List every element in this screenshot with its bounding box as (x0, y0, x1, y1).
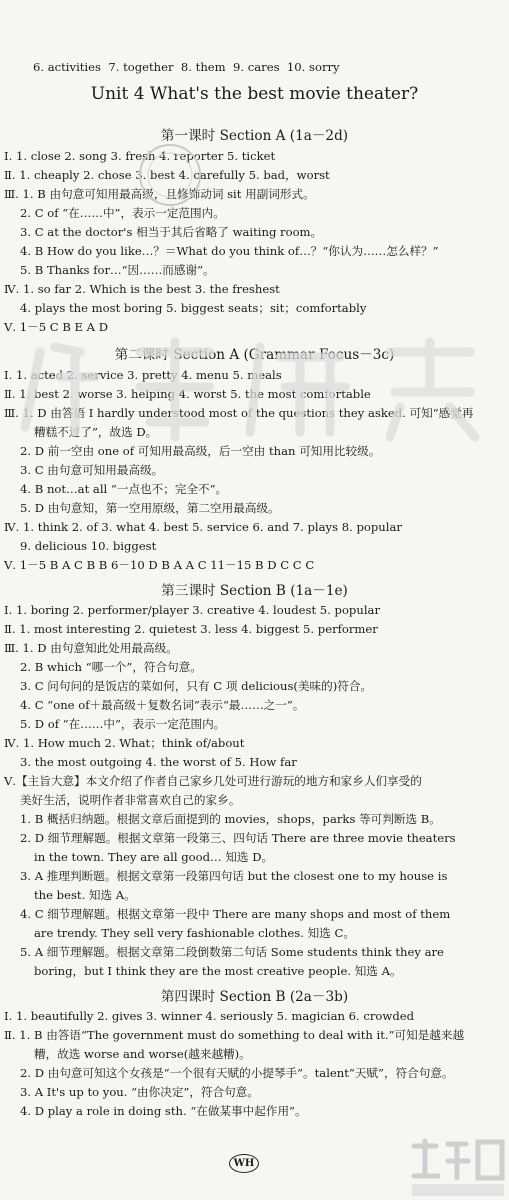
lesson3-line: 1. B 概括归纳题。根据文章后面提到的 movies，shops，parks 等可判断选 B。 (20, 812, 441, 826)
lesson2-line: Ⅳ. 1. think 2. of 3. what 4. best 5. service 6. and 7. plays 8. popular (4, 520, 402, 534)
lesson2-line: Ⅰ. 1. acted 2. service 3. pretty 4. menu 5. meals (4, 368, 282, 382)
lesson1-line: 3. C at the doctor's 相当于其后省略了 waiting room。 (20, 225, 323, 239)
lesson1-line: 2. C of “在……中”，表示一定范围内。 (20, 206, 225, 220)
lesson1-line: Ⅰ. 1. close 2. song 3. fresh 4. reporter 5. ticket (4, 149, 276, 163)
lesson1-line: Ⅳ. 1. so far 2. Which is the best 3. the freshest (4, 282, 280, 296)
lesson3-line: Ⅱ. 1. most interesting 2. quietest 3. less 4. biggest 5. performer (4, 622, 378, 636)
lesson3-line: 美好生活，说明作者非常喜欢自己的家乡。 (20, 793, 241, 807)
lesson4-line: 糟，故选 worse and worse(越来越糟)。 (34, 1047, 251, 1061)
lesson3-line: Ⅳ. 1. How much 2. What；think of/about (4, 736, 245, 750)
lesson2-line: 9. delicious 10. biggest (20, 539, 157, 553)
lesson3-line: the best. 知选 A。 (34, 888, 136, 902)
lesson3-title: 第三课时 Section B (1a－1e) (161, 583, 348, 599)
lesson4-line: 4. D play a role in doing sth. “在做某事中起作用”。 (20, 1104, 307, 1118)
lesson4-line: Ⅱ. 1. B 由答语“The government must do something to deal with it.”可知是越来越 (4, 1028, 465, 1042)
lesson1-line: Ⅲ. 1. B 由句意可知用最高级，且修饰动词 sit 用副词形式。 (4, 187, 315, 201)
lesson2-line: 3. C 由句意可知用最高级。 (20, 463, 164, 477)
lesson4-line: 3. A It's up to you. “由你决定”，符合句意。 (20, 1085, 259, 1099)
lesson3-line: in the town. They are all good… 知选 D。 (34, 850, 274, 864)
lesson3-line: Ⅰ. 1. boring 2. performer/player 3. creative 4. loudest 5. popular (4, 603, 380, 617)
lesson3-line: 2. D 细节理解题。根据文章第一段第三、四句话 There are three movie theaters (20, 831, 456, 845)
lesson3-line: 4. C “one of＋最高级＋复数名词”表示“最……之一”。 (20, 698, 305, 712)
lesson3-line: Ⅲ. 1. D 由句意知此处用最高级。 (4, 641, 178, 655)
lesson1-line: 4. B How do you like…？＝What do you think of…？“你认为……怎么样？” (20, 244, 439, 258)
lesson2-line: Ⅲ. 1. D 由答语 I hardly understood most of the questions they asked. 可知“感觉再 (4, 406, 474, 420)
lesson1-line: 4. plays the most boring 5. biggest seats；sit；comfortably (20, 301, 367, 315)
lesson3-line: 2. B which “哪一个”，符合句意。 (20, 660, 202, 674)
lesson3-line: 3. A 推理判断题。根据文章第一段第四句话 but the closest one to my house is (20, 869, 448, 883)
lesson2-line: Ⅴ. 1－5 B A C B B 6－10 D B A A C 11－15 B D C C C (4, 558, 315, 572)
lesson2-line: 4. B not…at all “一点也不；完全不”。 (20, 482, 228, 496)
lesson1-line: 5. B Thanks for…“因……而感谢”。 (20, 263, 215, 277)
lesson2-line: 5. D 由句意知，第一空用原级，第二空用最高级。 (20, 501, 280, 515)
lesson3-line: Ⅴ.【主旨大意】本文介绍了作者自己家乡几处可进行游玩的地方和家乡人们享受的 (4, 774, 422, 788)
lesson3-line: are trendy. They sell very fashionable clothes. 知选 C。 (34, 926, 355, 940)
lesson1-line: Ⅴ. 1－5 C B E A D (4, 320, 109, 334)
lesson3-line: boring，but I think they are the most creative people. 知选 A。 (34, 964, 402, 978)
lesson3-line: 4. C 细节理解题。根据文章第一段中 There are many shops and most of them (20, 907, 451, 921)
top-line: 6. activities 7. together 8. them 9. cares 10. sorry (33, 60, 340, 74)
unit-title: Unit 4 What's the best movie theater? (90, 84, 419, 104)
lesson4-line: 2. D 由句意可知这个女孩是“一个很有天赋的小提琴手”。talent“天赋”，符合句意。 (20, 1066, 454, 1080)
lesson2-title: 第二课时 Section A (Grammar Focus－3c) (114, 347, 395, 363)
lesson1-line: Ⅱ. 1. cheaply 2. chose 3. best 4. carefully 5. bad，worst (4, 168, 330, 182)
watermark-corner-logo-icon (406, 1136, 509, 1200)
lesson3-line: 5. A 细节理解题。根据文章第二段倒数第二句话 Some students think they are (20, 945, 444, 959)
lesson2-line: Ⅱ. 1. best 2. worse 3. helping 4. worst 5. the most comfortable (4, 387, 371, 401)
footer-logo: WH (229, 1154, 259, 1173)
lesson3-line: 3. the most outgoing 4. the worst of 5. How far (20, 755, 297, 769)
lesson3-line: 5. D of “在……中”，表示一定范围内。 (20, 717, 226, 731)
lesson2-line: 2. D 前一空由 one of 可知用最高级，后一空由 than 可知用比较级。 (20, 444, 381, 458)
lesson1-title: 第一课时 Section A (1a－2d) (160, 128, 349, 144)
lesson4-line: Ⅰ. 1. beautifully 2. gives 3. winner 4. seriously 5. magician 6. crowded (4, 1009, 415, 1023)
lesson2-line: 糟糕不过了”，故选 D。 (34, 425, 158, 439)
lesson3-line: 3. C 问句问的是饭店的菜如何，只有 C 项 delicious(美味的)符合。 (20, 679, 373, 693)
lesson4-title: 第四课时 Section B (2a－3b) (160, 989, 349, 1005)
